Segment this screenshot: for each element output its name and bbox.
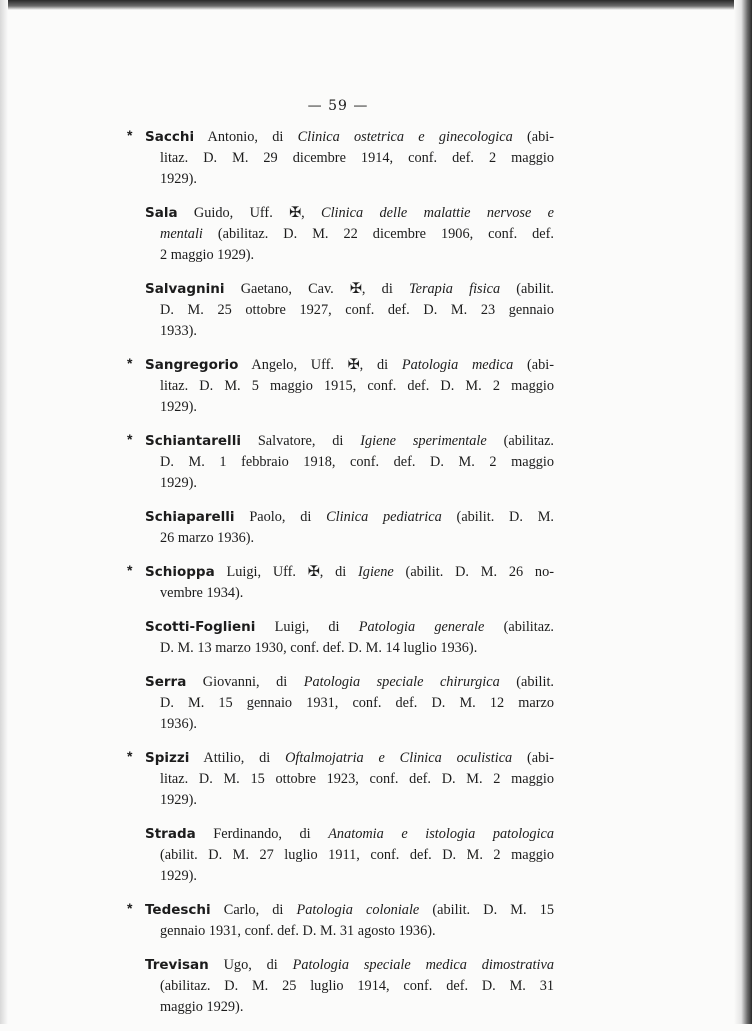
entry-text: 1929). [160,868,197,884]
entry-first-line [145,507,554,528]
entry-text: Gaetano, Cav. ✠, di [224,281,409,297]
entry-continuation-line [160,976,554,997]
entry-first-line [145,617,554,638]
person-surname: Salvagnini [145,281,225,297]
entry-continuation-line [160,245,554,266]
entry-continuation-line [160,452,554,473]
person-surname: Trevisan [145,957,209,973]
person-surname: Sacchi [145,129,195,145]
page-number: — 59 — [307,98,369,114]
subject-title: Igiene sperimentale [360,433,487,449]
entry-continuation-line [160,845,554,866]
asterisk-mark: * [127,127,133,143]
subject-title: Oftalmojatria e Clinica oculistica [285,750,513,766]
entry-text: (abilitaz. [486,433,554,449]
entry [0,955,752,1018]
entry-text: 1929). [160,792,197,808]
entry-text: vembre 1934). [160,585,244,601]
subject-title: Terapia fisica [408,281,501,297]
entry-text: Giovanni, di [186,674,304,690]
entry-continuation-line [160,321,554,342]
person-surname: Sala [145,205,178,221]
entry-text: (abilit. D. M. [441,509,555,525]
entry-first-line [145,279,554,300]
entry-text: Salvatore, di [240,433,361,449]
asterisk-mark: * [127,748,133,764]
entry-text: Angelo, Uff. ✠, di [238,357,402,373]
entry-first-line [145,955,554,976]
entry-text: (abilit. [499,674,554,690]
entry-continuation-line [160,769,554,790]
entry-first-line [145,203,554,224]
scan-top-edge [0,0,752,10]
entry-text: Antonio, di [194,129,298,145]
entry-text: Luigi, Uff. ✠, di [214,564,359,580]
entry-text: (abilit. D. M. 26 no- [393,564,554,580]
entry-text: (abi- [513,357,554,373]
entry-text: litaz. D. M. 15 ottobre 1923, conf. def. D. M. 2 maggio [160,771,554,787]
person-surname: Schiantarelli [145,433,241,449]
entry [0,507,752,549]
entry-first-line [145,900,554,921]
entry [0,617,752,659]
entry-continuation-line [160,583,554,604]
entry-continuation-line [160,528,554,549]
entry-continuation-line [160,397,554,418]
entry [0,748,752,811]
entry-continuation-line [160,169,554,190]
entry-continuation-line [160,148,554,169]
entry-text: gennaio 1931, conf. def. D. M. 31 agosto 1936). [160,923,436,939]
entry-text: Guido, Uff. ✠, [177,205,322,221]
entry-continuation-line [160,714,554,735]
subject-title: Clinica pediatrica [326,509,442,525]
entry-text: D. M. 1 febbraio 1918, conf. def. D. M. 2 maggio [160,454,554,470]
person-surname: Schioppa [145,564,215,580]
entry-text: 2 maggio 1929). [160,247,255,263]
entry-text: (abi- [512,750,554,766]
subject-title: Igiene [358,564,394,580]
entry-text: 1933). [160,323,197,339]
entry-first-line [145,672,554,693]
asterisk-mark: * [127,900,133,916]
entry-text: Paolo, di [234,509,327,525]
entry-text: (abilitaz. [484,619,555,635]
person-surname: Tedeschi [145,902,211,918]
person-surname: Spizzi [145,750,190,766]
asterisk-mark: * [127,431,133,447]
entry-continuation-line [160,376,554,397]
person-surname: Schiaparelli [145,509,235,525]
person-surname: Strada [145,826,196,842]
entry-continuation-line [160,224,554,245]
entry [0,562,752,604]
person-surname: Serra [145,674,187,690]
subject-title: Patologia coloniale [296,902,420,918]
subject-title: Anatomia e istologia patologica [328,826,554,842]
entry-first-line [145,127,554,148]
subject-title: Patologia medica [401,357,514,373]
entry-continuation-line [160,997,554,1018]
entry-first-line [145,355,554,376]
entry-text: Carlo, di [210,902,297,918]
entry-text: (abilit. D. M. 15 [419,902,554,918]
asterisk-mark: * [127,562,133,578]
entry-list [0,127,752,1031]
entry [0,672,752,735]
entry-text: D. M. 25 ottobre 1927, conf. def. D. M. 23 gennaio [160,302,554,318]
entry [0,203,752,266]
entry-text: maggio 1929). [160,999,244,1015]
entry [0,355,752,418]
entry [0,127,752,190]
entry [0,279,752,342]
entry-text: (abilitaz. D. M. 22 dicembre 1906, conf. def. [202,226,554,242]
entry-text: Luigi, di [255,619,359,635]
entry-text: Ugo, di [208,957,293,973]
entry-first-line [145,562,554,583]
entry [0,900,752,942]
person-surname: Scotti-Foglieni [145,619,256,635]
entry-text: Attilio, di [189,750,286,766]
entry-continuation-line [160,921,554,942]
entry-text: (abilit. [500,281,554,297]
entry-text: Ferdinando, di [195,826,329,842]
entry-text: (abi- [512,129,554,145]
entry-first-line [145,431,554,452]
subject-title: Patologia generale [358,619,485,635]
entry-first-line [145,748,554,769]
entry [0,431,752,494]
entry [0,824,752,887]
entry-text: 26 marzo 1936). [160,530,255,546]
asterisk-mark: * [127,355,133,371]
entry-text: 1929). [160,399,197,415]
subject-title: Patologia speciale chirurgica [303,674,500,690]
entry-text: D. M. 15 gennaio 1931, conf. def. D. M. 12 marzo [160,695,554,711]
subject-title: Patologia speciale medica dimostrativa [292,957,554,973]
entry-text: litaz. D. M. 5 maggio 1915, conf. def. D. M. 2 maggio [160,378,554,394]
entry-continuation-line [160,638,554,659]
entry-continuation-line [160,693,554,714]
person-surname: Sangregorio [145,357,239,373]
entry-text: (abilitaz. D. M. 25 luglio 1914, conf. def. D. M. 31 [160,978,554,994]
entry-first-line [145,824,554,845]
entry-text: (abilit. D. M. 27 luglio 1911, conf. def. D. M. 2 maggio [160,847,554,863]
subject-title: mentali [160,226,203,242]
entry-text: 1929). [160,475,197,491]
entry-text: 1929). [160,171,197,187]
entry-continuation-line [160,790,554,811]
entry-text: litaz. D. M. 29 dicembre 1914, conf. def. 2 maggio [160,150,554,166]
subject-title: Clinica delle malattie nervose e [321,205,554,221]
subject-title: Clinica ostetrica e ginecologica [297,129,513,145]
entry-text: 1936). [160,716,197,732]
entry-continuation-line [160,473,554,494]
entry-continuation-line [160,300,554,321]
entry-text: D. M. 13 marzo 1930, conf. def. D. M. 14 luglio 1936). [160,640,478,656]
entry-continuation-line [160,866,554,887]
